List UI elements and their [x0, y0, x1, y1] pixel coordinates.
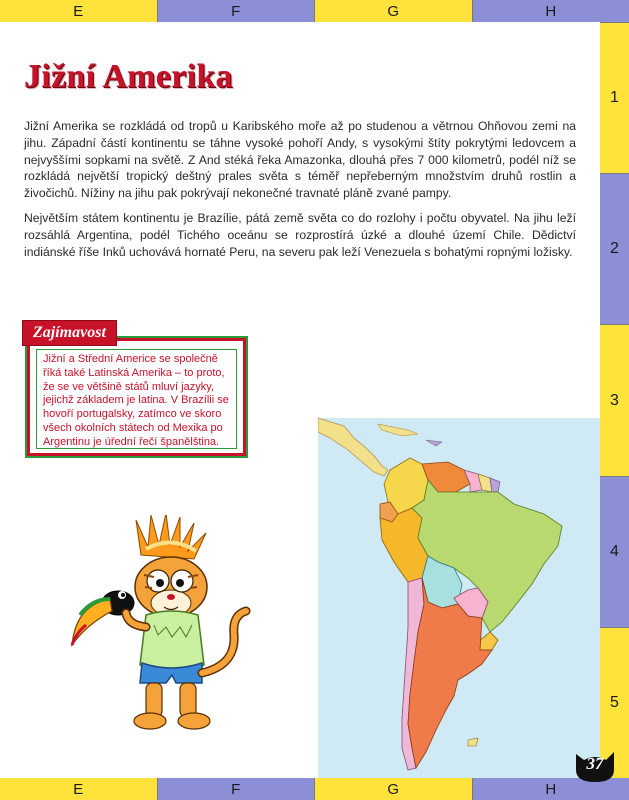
cat-with-toucan-illustration — [66, 515, 266, 745]
column-label: H — [472, 0, 629, 22]
row-label: 1 — [600, 22, 629, 173]
page-number-text: 37 — [586, 754, 604, 773]
fact-box-label: Zajímavost — [22, 320, 117, 346]
column-label: F — [157, 0, 315, 22]
column-label: H — [472, 778, 629, 800]
column-label: E — [0, 778, 157, 800]
column-strip-top — [0, 0, 629, 22]
row-strip-right — [600, 22, 629, 778]
column-label: G — [314, 0, 472, 22]
paragraph: Jižní Amerika se rozkládá od tropů u Karibského moře až po studenou a větrnou Ohňovou zemi na jihu. Západní částí kontinentu se táhne vysoké pohoří Andy, s vysokými štíty pokrytými ledovcem a nejvyššími sopkami na světě. Z And stéká řeka Amazonka, dlouhá přes 7 000 kilometrů, podél níž se rozkládá největší tropický deštný prales světa s téměř nepřeberným množstvím druhů rostlin a živočichů. Nížiny na jihu pak pokrývají nekonečné travnaté pláně zvané pampy. — [24, 119, 576, 201]
row-label: 5 — [600, 627, 629, 778]
column-label: G — [314, 778, 472, 800]
south-america-map — [318, 418, 600, 778]
column-strip-bottom — [0, 778, 629, 800]
row-label: 4 — [600, 476, 629, 627]
page-title: Jižní Amerika — [24, 58, 233, 95]
page-number — [572, 748, 618, 782]
row-label: 3 — [600, 324, 629, 475]
fact-box — [25, 336, 248, 458]
column-label: E — [0, 0, 157, 22]
column-label: F — [157, 778, 315, 800]
fact-box-text: Jižní a Střední Americe se společně říká také Latinská Amerika – to proto, že se ve většině států mluví jazyky, jejichž základem je latina. V Brazílii se hovoří portugalsky, zatímco ve skoro všech okolních státech od Mexika po Argentinu je úřední řečí španělština. — [36, 349, 237, 449]
row-label: 2 — [600, 173, 629, 324]
paragraph: Největším státem kontinentu je Brazílie, pátá země světa co do rozlohy i počtu obyvatel. Na jihu leží rozsáhlá Argentina, podél Tichého oceánu se rozprostírá úzké a dlouhé území Chile. Dědictví indiánské říše Inků uchovává hornaté Peru, na severu pak leží Venezuela s bohatými ropnými ložisky. — [24, 211, 576, 259]
